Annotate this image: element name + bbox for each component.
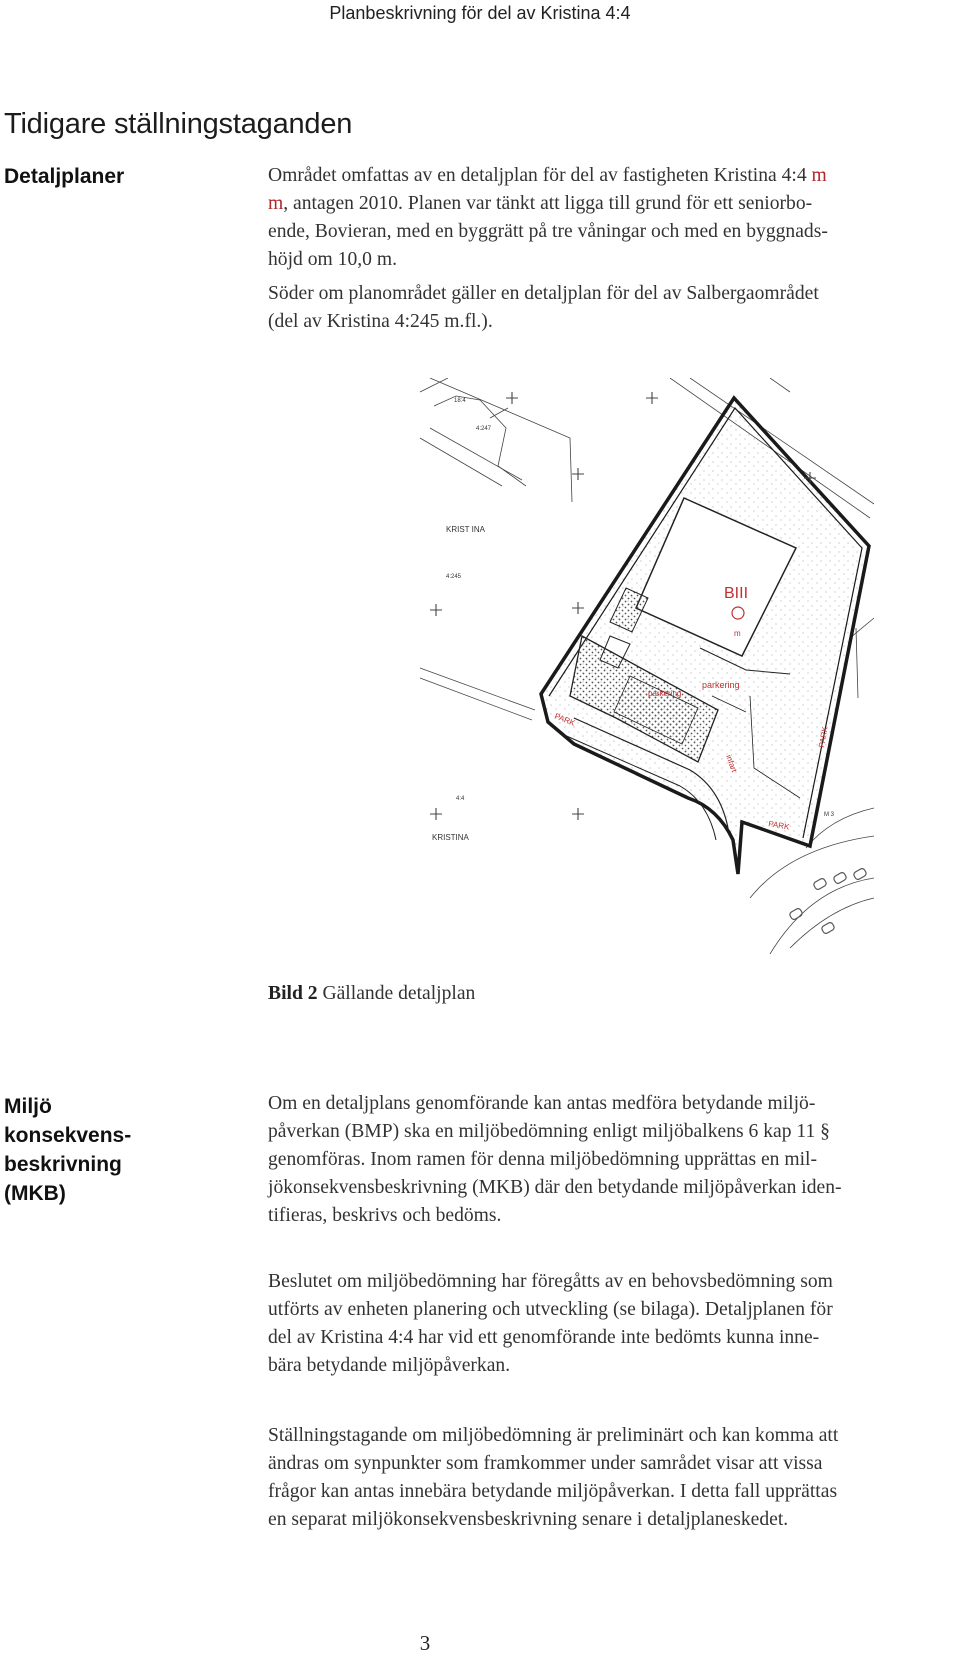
red-text: m [268,193,284,214]
label-kristina-bottom: KRISTINA [432,833,469,842]
figure-caption [268,980,475,1008]
text-line: bära betydande miljöpåverkan. [268,1355,511,1376]
heading-mkb [4,1092,131,1208]
section-title: Tidigare ställningstaganden [4,108,353,140]
label-park-1: PARK [553,711,577,728]
text-line: tifieras, beskrivs och bedöms. [268,1205,502,1226]
text-span: , antagen 2010. Planen var tänkt att ligga till grund för ett seniorbo- [283,193,813,214]
label-parcel-44: 4:4 [456,796,465,802]
text-line: Söder om planområdet gäller en detaljplan för del av Salbergaområdet [268,283,819,304]
mkb-paragraph-1 [268,1090,956,1230]
caption-label: Bild 2 [268,983,318,1004]
text-line: frågor kan antas innebära betydande miljöpåverkan. I detta fall upprättas [268,1481,838,1502]
label-m1: m [734,629,741,638]
heading-line: (MKB) [4,1182,66,1205]
text-line: ende, Bovieran, med en byggrätt på tre våningar och med en byggnads- [268,221,828,242]
text-line: Om en detaljplans genomförande kan antas medföra betydande miljö- [268,1093,816,1114]
heading-line: Miljö [4,1095,52,1118]
text-line: utförts av enheten planering och utveckling (se bilaga). Detaljplanen för [268,1299,833,1320]
page-header: Planbeskrivning för del av Kristina 4:4 [329,3,631,23]
heading-line: beskrivning [4,1153,122,1176]
text-line: påverkan (BMP) ska en miljöbedömning enligt miljöbalkens 6 kap 11 § [268,1121,830,1142]
heading-line: konsekvens- [4,1124,132,1147]
label-parcel-18: 18:4 [454,398,466,404]
label-parkering-1: parkering [702,680,740,690]
mkb-paragraph-3 [268,1422,956,1534]
label-biii: BIII [724,585,749,602]
text-line: del av Kristina 4:4 har vid ett genomförande inte bedömts kunna inne- [268,1327,820,1348]
heading-detaljplaner: Detaljplaner [4,165,125,188]
text-line: höjd om 10,0 m. [268,249,397,270]
label-parkering-2: parkering [648,689,682,698]
text-line: (del av Kristina 4:245 m.fl.). [268,311,493,332]
text-line: en separat miljökonsekvensbeskrivning senare i detaljplaneskedet. [268,1509,789,1530]
label-kristina-top: KRIST INA [446,525,485,534]
text-line [268,190,956,218]
red-text: m [811,165,827,186]
text-line [268,162,956,190]
label-park-3: PARK [767,819,791,832]
label-parcel-32: M 3 [824,812,835,818]
detaljplaner-paragraph-1 [268,162,956,274]
text-line: genomföras. Inom ramen för denna miljöbedömning upprättas en mil- [268,1149,818,1170]
label-park-2: PARK [817,725,830,749]
label-infart: infart [724,753,739,774]
text-line: jökonsekvensbeskrivning (MKB) där den betydande miljöpåverkan iden- [268,1177,842,1198]
caption-text: Gällande detaljplan [317,983,476,1004]
label-parcel-247: 4:247 [476,426,492,432]
mkb-paragraph-2 [268,1268,956,1380]
text-line: Ställningstagande om miljöbedömning är preliminärt och kan komma att [268,1425,839,1446]
label-parcel-245: 4:245 [446,574,462,580]
text-line: Beslutet om miljöbedömning har föregåtts av en behovsbedömning som [268,1271,833,1292]
text-line: ändras om synpunkter som framkommer under samrådet visar att vissa [268,1453,823,1474]
page-number: 3 [419,1631,431,1655]
text-span: Området omfattas av en detaljplan för del av fastigheten Kristina 4:4 [268,165,812,186]
detaljplan-map [270,378,874,954]
detaljplaner-paragraph-2 [268,280,956,336]
